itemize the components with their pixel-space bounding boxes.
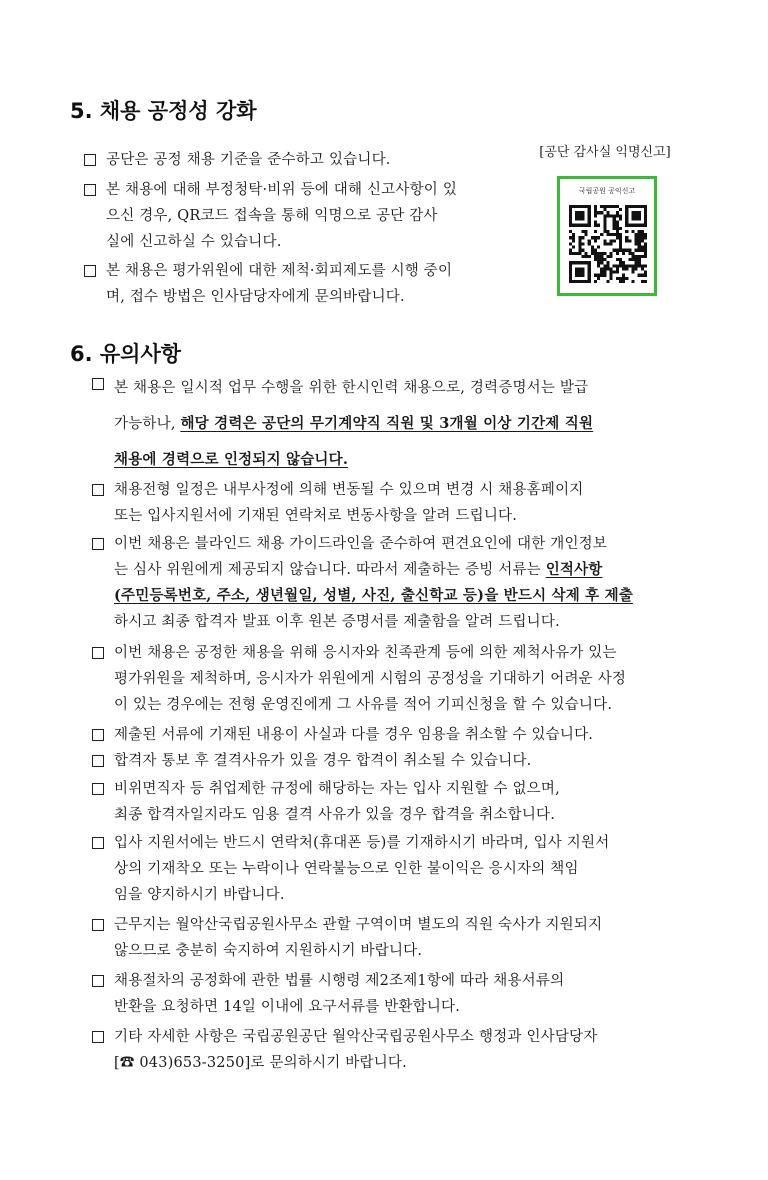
list-item-text: 비위면직자 등 취업제한 규정에 해당하는 자는 입사 지원할 수 없으며, 최종 합격자일지라도 임용 결격 사유가 있을 경우 합격을 취소합니다. — [114, 781, 560, 823]
qr-title: 국립공원 공익신고 — [578, 187, 636, 195]
checkbox-square-icon — [92, 783, 104, 795]
checkbox-square-icon — [92, 378, 104, 390]
list-item-text: 공단은 공정 채용 기준을 준수하고 있습니다. — [106, 152, 391, 168]
list-item-text: 채용전형 일정은 내부사정에 의해 변동될 수 있으며 변경 시 채용홈페이지 또는 입사지원서에 기재된 연락처로 변동사항을 알려 드립니다. — [114, 482, 584, 524]
checkbox-square-icon — [92, 919, 104, 931]
list-item — [84, 177, 524, 255]
list-item — [92, 968, 698, 1020]
list-item-text: 본 채용은 일시적 업무 수행을 위한 한시인력 채용으로, 경력증명서는 발급 가능하나, 해당 경력은 공단의 무기계약직 직원 및 3개월 이상 기간제 직원 채용에 경력으로 인정되지 않습니다. — [114, 371, 698, 477]
list-item-text: 기타 자세한 사항은 국립공원공단 월악산국립공원사무소 행정과 인사담당자 [☎ 043)653-3250]로 문의하시기 바랍니다. — [114, 1029, 598, 1071]
checkbox-square-icon — [84, 184, 96, 196]
checkbox-square-icon — [84, 265, 96, 277]
qr-report-card[interactable] — [557, 176, 657, 296]
list-item-text: 본 채용에 대해 부정청탁·비위 등에 대해 신고사항이 있 으신 경우, QR코드 접속을 통해 익명으로 공단 감사 실에 신고하실 수 있습니다. — [106, 182, 458, 250]
list-item — [92, 477, 698, 529]
checkbox-square-icon — [92, 837, 104, 849]
list-item — [92, 748, 698, 774]
list-item-text: 근무지는 월악산국립공원사무소 관할 구역이며 별도의 직원 숙사가 지원되지 않으므로 충분히 숙지하여 지원하시기 바랍니다. — [114, 917, 603, 959]
list-item — [84, 258, 524, 310]
list-item — [84, 147, 524, 173]
list-item — [92, 371, 698, 477]
list-item — [92, 531, 698, 635]
list-item-text: 이번 채용은 공정한 채용을 위해 응시자와 친족관계 등에 의한 제척사유가 있는 평가위원을 제척하며, 응시자가 위원에게 시험의 공정성을 기대하기 어려운 사정 이 있는 경우에는 전형 운영진에게 그 사유를 적어 기피신청을 할 수 있습니다. — [114, 645, 627, 713]
checkbox-square-icon — [84, 154, 96, 166]
qr-caption: [공단 감사실 익명신고] — [539, 145, 671, 160]
list-item-text: 채용절차의 공정화에 관한 법률 시행령 제2조제1항에 따라 채용서류의 반환을 요청하면 14일 이내에 요구서류를 반환합니다. — [114, 973, 565, 1015]
list-item — [92, 830, 698, 908]
emphasis-text: (주민등록번호, 주소, 생년월일, 성별, 사진, 출신학교 등)을 반드시 삭제 후 제출 — [114, 587, 634, 604]
list-item — [92, 776, 698, 828]
emphasis-text: 인적사항 — [545, 561, 603, 578]
checkbox-square-icon — [92, 755, 104, 767]
checkbox-square-icon — [92, 1031, 104, 1043]
checkbox-square-icon — [92, 975, 104, 987]
section-6-heading: 6. 유의사항 — [70, 342, 182, 366]
checkbox-square-icon — [92, 729, 104, 741]
list-item — [92, 1024, 698, 1076]
emphasis-text: 해당 경력은 공단의 무기계약직 직원 및 3개월 이상 기간제 직원 — [180, 415, 594, 432]
checkbox-square-icon — [92, 484, 104, 496]
qr-code-icon[interactable] — [569, 205, 647, 283]
checkbox-square-icon — [92, 647, 104, 659]
list-item — [92, 912, 698, 964]
section-5-heading: 5. 채용 공정성 강화 — [70, 99, 257, 123]
list-item-text: 본 채용은 평가위원에 대한 제척·회피제도를 시행 중이 며, 접수 방법은 인사담당자에게 문의바랍니다. — [106, 263, 453, 305]
emphasis-text: 채용에 경력으로 인정되지 않습니다. — [114, 451, 349, 468]
list-item — [92, 640, 698, 718]
list-item-text: 입사 지원서에는 반드시 연락처(휴대폰 등)를 기재하시기 바라며, 입사 지원서 상의 기재착오 또는 누락이나 연락불능으로 인한 불이익은 응시자의 책임 임을 양지하시기 바랍니다. — [114, 835, 610, 903]
list-item-text: 제출된 서류에 기재된 내용이 사실과 다를 경우 임용을 취소할 수 있습니다. — [114, 727, 594, 743]
checkbox-square-icon — [92, 538, 104, 550]
list-item — [92, 722, 698, 748]
list-item-text: 합격자 통보 후 결격사유가 있을 경우 합격이 취소될 수 있습니다. — [114, 753, 532, 769]
list-item-text: 이번 채용은 블라인드 채용 가이드라인을 준수하여 편견요인에 대한 개인정보 는 심사 위원에게 제공되지 않습니다. 따라서 제출하는 증빙 서류는 인적사항 (주민등록번호, 주소, 생년월일, 성별, 사진, 출신학교 등)을 반드시 삭제 후 제출 하시고 최종 합격자 발표 이후 원본 증명서를 제출함을 알려 드립니다. — [114, 531, 698, 635]
